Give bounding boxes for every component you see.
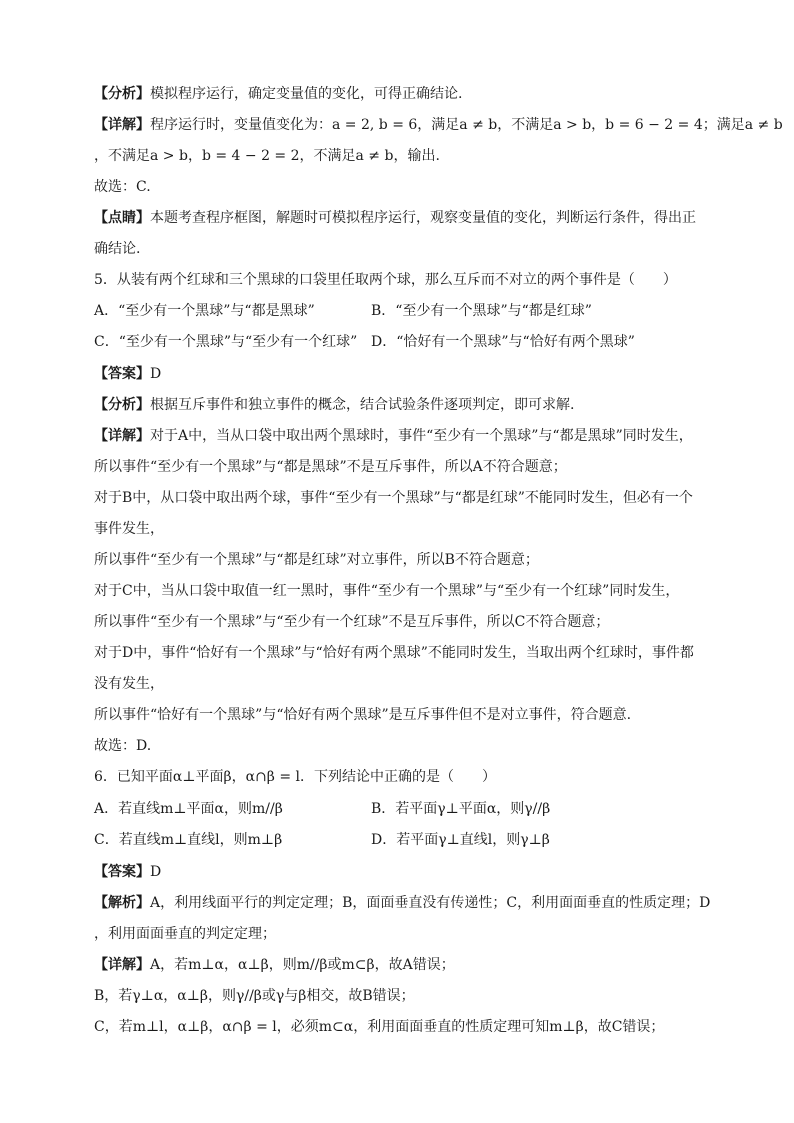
line-text: A，若m⊥α，α⊥β，则m//β或m⊂β，故A错误；	[150, 957, 455, 973]
q6-option-a: A．若直线m⊥平面α，则m//β	[94, 801, 283, 817]
line-text: 本题考查程序框图，解题时可模拟程序运行，观察变量值的变化，判断运行条件，得出正	[150, 210, 696, 226]
line-text: 确结论.	[94, 241, 141, 257]
tag-label: 【答案】	[94, 366, 150, 382]
line-text: 根据互斥事件和独立事件的概念，结合试验条件逐项判定，即可求解.	[150, 397, 575, 413]
line-text: 所以事件“至少有一个黑球”与“都是黑球”不是互斥事件，所以A不符合题意；	[94, 459, 567, 475]
q5-option-c: C．“至少有一个黑球”与“至少有一个红球”	[94, 334, 358, 350]
q6-option-d: D．若平面γ⊥直线l，则γ⊥β	[371, 832, 550, 848]
q5-option-a: A．“至少有一个黑球”与“都是黑球”	[94, 303, 315, 319]
line-text: 5．从装有两个红球和三个黑球的口袋里任取两个球，那么互斥而不对立的两个事件是（ ）	[94, 272, 677, 288]
tag-label: 【解析】	[94, 895, 150, 911]
tag-label: 【分析】	[94, 86, 150, 102]
line-detail-q5	[94, 643, 734, 663]
line-text: 6．已知平面α⊥平面β，α∩β = l．下列结论中正确的是（ ）	[94, 769, 497, 785]
tag-label: 【详解】	[94, 428, 150, 444]
line-text: 对于C中，当从口袋中取值一红一黑时，事件“至少有一个黑球”与“至少有一个红球”同时发生，	[94, 583, 680, 599]
question-5-stem	[94, 270, 734, 290]
line-text: D	[150, 366, 162, 382]
line-choice-q4	[94, 177, 734, 197]
line-choice-q5	[94, 736, 734, 756]
line-text: A，利用线面平行的判定定理；B，面面垂直没有传递性；C，利用面面垂直的性质定理；D	[150, 895, 711, 911]
line-text: 所以事件“至少有一个黑球”与“至少有一个红球”不是互斥事件，所以C不符合题意；	[94, 614, 610, 630]
line-detail-q5	[94, 488, 734, 508]
line-text: B，若γ⊥α，α⊥β，则γ//β或γ与β相交，故B错误；	[94, 988, 415, 1004]
line-detail-q6	[94, 955, 734, 975]
line-comment-q4-cont	[94, 239, 734, 259]
line-text: 对于D中，事件“恰好有一个黑球”与“恰好有两个黑球”不能同时发生，当取出两个红球时，事件都	[94, 645, 694, 661]
line-answer-q6	[94, 862, 734, 882]
tag-label: 【详解】	[94, 117, 150, 133]
q5-option-b: B．“至少有一个黑球”与“都是红球”	[371, 303, 592, 319]
question-6-stem	[94, 767, 734, 787]
line-text: 模拟程序运行，确定变量值的变化，可得正确结论.	[150, 86, 463, 102]
line-detail-q4-cont	[94, 146, 734, 166]
line-text: C，若m⊥l，α⊥β，α∩β = l，必须m⊂α，利用面面垂直的性质定理可知m⊥β，故C错误；	[94, 1019, 665, 1035]
line-text: 对于B中，从口袋中取出两个球，事件“至少有一个黑球”与“都是红球”不能同时发生，但必有一个	[94, 490, 693, 506]
line-text: ，利用面面垂直的判定定理；	[94, 926, 276, 942]
line-analysis-q4	[94, 84, 734, 104]
tag-label: 【分析】	[94, 397, 150, 413]
line-text: 事件发生，	[94, 521, 164, 537]
line-detail-q5	[94, 457, 734, 477]
line-answer-q5	[94, 364, 734, 384]
line-detail-q5	[94, 705, 734, 725]
line-detail-q6	[94, 1017, 734, 1037]
line-text: 所以事件“恰好有一个黑球”与“恰好有两个黑球”是互斥事件但不是对立事件，符合题意.	[94, 707, 632, 723]
line-text: 故选：C.	[94, 179, 151, 195]
line-text: ，不满足a > b，b = 4 − 2 = 2，不满足a ≠ b，输出.	[94, 148, 440, 164]
tag-label: 【答案】	[94, 864, 150, 880]
line-detail-q5	[94, 674, 734, 694]
line-comment-q4	[94, 208, 734, 228]
line-analysis-q5	[94, 395, 734, 415]
tag-label: 【点睛】	[94, 210, 150, 226]
line-detail-q5	[94, 581, 734, 601]
line-detail-q5	[94, 550, 734, 570]
line-detail-q6	[94, 986, 734, 1006]
line-detail-q5	[94, 519, 734, 539]
line-explain-q6	[94, 893, 734, 913]
line-detail-q5	[94, 426, 734, 446]
line-explain-q6-cont	[94, 924, 734, 944]
line-detail-q5	[94, 612, 734, 632]
line-detail-q4	[94, 115, 783, 135]
line-text: 对于A中，当从口袋中取出两个黑球时，事件“至少有一个黑球”与“都是黑球”同时发生，	[150, 428, 693, 444]
q6-option-c: C．若直线m⊥直线l，则m⊥β	[94, 832, 283, 848]
q5-option-d: D．“恰好有一个黑球”与“恰好有两个黑球”	[371, 334, 635, 350]
line-text: 程序运行时，变量值变化为：a = 2, b = 6，满足a ≠ b，不满足a > b，b = 6 − 2 = 4；满足a ≠ b	[150, 117, 783, 133]
line-text: 故选：D.	[94, 738, 152, 754]
line-text: D	[150, 864, 162, 880]
line-text: 所以事件“至少有一个黑球”与“都是红球”对立事件，所以B不符合题意；	[94, 552, 539, 568]
tag-label: 【详解】	[94, 957, 150, 973]
q6-option-b: B．若平面γ⊥平面α，则γ//β	[371, 801, 551, 817]
line-text: 没有发生，	[94, 676, 164, 692]
